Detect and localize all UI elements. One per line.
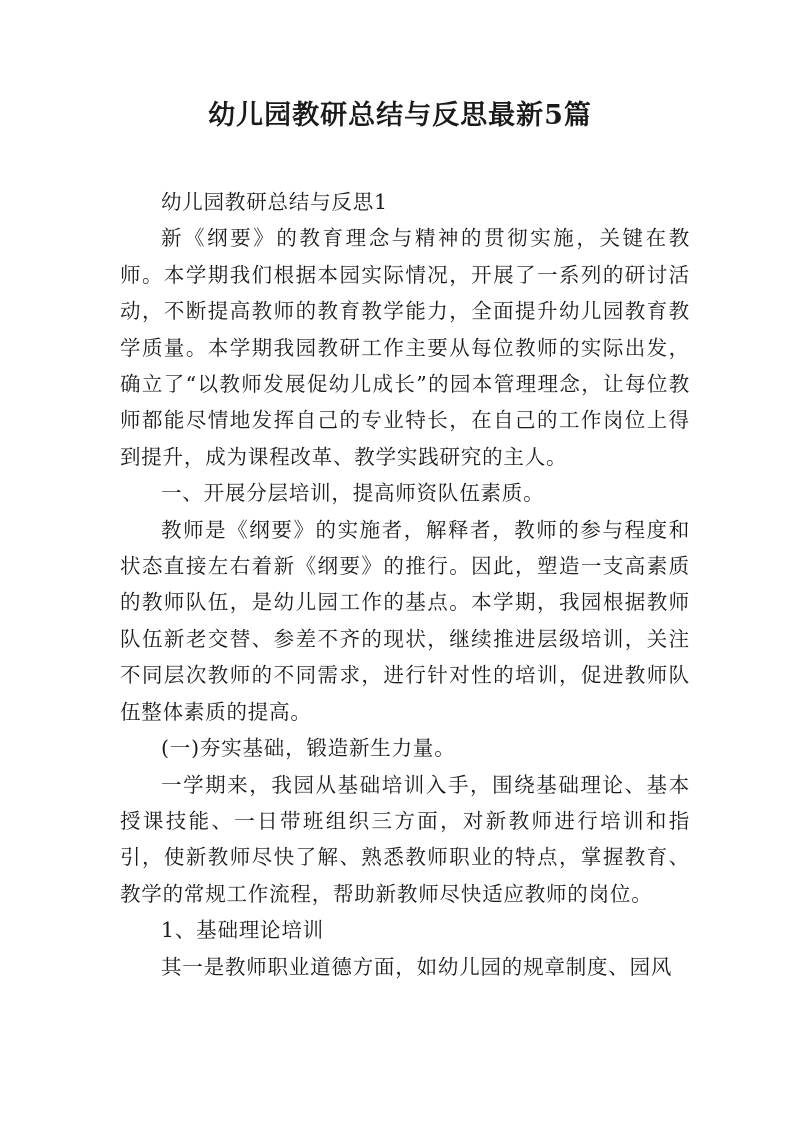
paragraph: 其一是教师职业道德方面，如幼儿园的规章制度、园风 bbox=[161, 954, 673, 979]
document-body bbox=[120, 184, 690, 985]
paragraph: 新《纲要》的教育理念与精神的贯彻实施，关键在教师。本学期我们根据本园实际情况，开展了一系列的研讨活动，不断提高教师的教育教学能力，全面提升幼儿园教育教学质量。本学期我园教研工作主要从每位教师的实际出发，确立了“以教师发展促幼儿成长”的园本管理理念，让每位教师都能尽情地发挥自己的专业特长，在自己的工作岗位上得到提升，成为课程改革、教学实践研究的主人。 bbox=[120, 226, 690, 469]
subsection-heading: 一、开展分层培训，提高师资队伍素质。 bbox=[161, 481, 545, 506]
paragraph: 教师是《纲要》的实施者，解释者，教师的参与程度和状态直接左右着新《纲要》的推行。因此，塑造一支高素质的教师队伍，是幼儿园工作的基点。本学期，我园根据教师队伍新老交替、参差不齐的现状，继续推进层级培训，关注不同层次教师的不同需求，进行针对性的培训，促进教师队伍整体素质的提高。 bbox=[120, 517, 690, 724]
paragraph: 一学期来，我园从基础培训入手，围绕基础理论、基本授课技能、一日带班组织三方面，对新教师进行培训和指引，使新教师尽快了解、熟悉教师职业的特点，掌握教育、教学的常规工作流程，帮助新教师尽快适应教师的岗位。 bbox=[120, 772, 690, 906]
subsection-heading: (一)夯实基础，锻造新生力量。 bbox=[161, 736, 456, 761]
subsection-heading: 1、基础理论培训 bbox=[161, 918, 324, 943]
section-heading: 幼儿园教研总结与反思1 bbox=[161, 190, 388, 214]
document-title: 幼儿园教研总结与反思最新5篇 bbox=[208, 100, 592, 131]
